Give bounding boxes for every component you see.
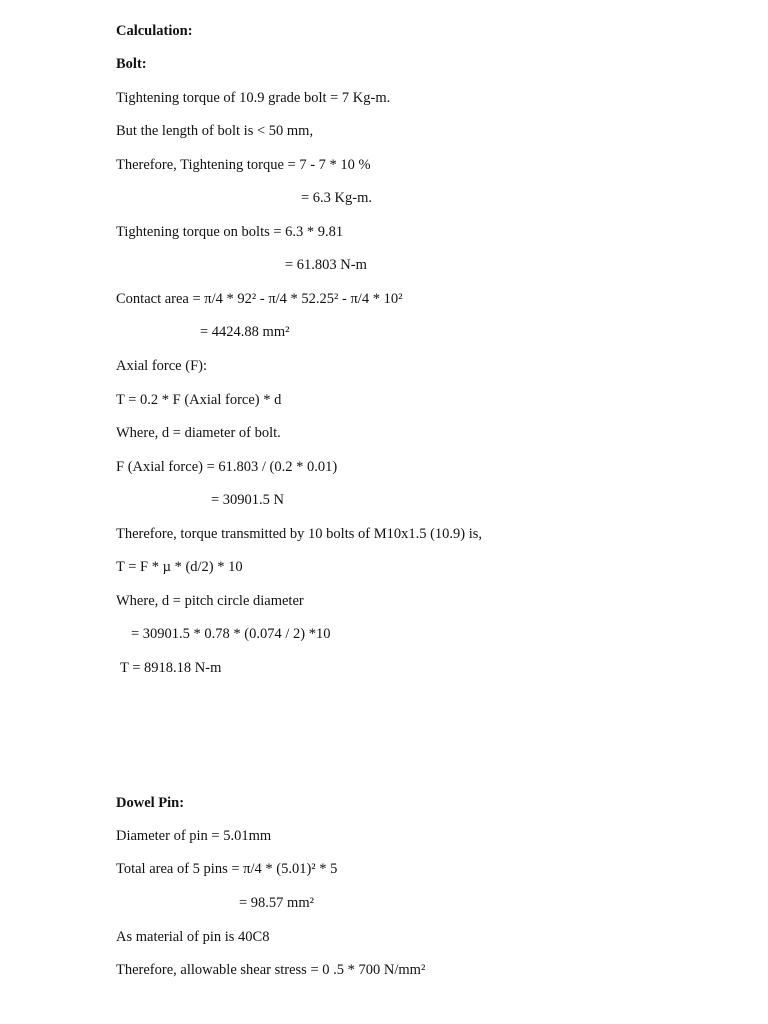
text-line: Therefore, allowable shear stress = 0 .5 * 700 N/mm²: [116, 962, 426, 978]
text-line: Where, d = pitch circle diameter: [116, 593, 304, 609]
text-line: Therefore, Tightening torque = 7 - 7 * 10 %: [116, 157, 371, 173]
text-line: T = F * µ * (d/2) * 10: [116, 559, 243, 575]
heading-calculation: Calculation:: [116, 23, 193, 39]
text-line: But the length of bolt is < 50 mm,: [116, 123, 314, 139]
text-line: = 61.803 N-m: [285, 257, 367, 273]
text-line: F (Axial force) = 61.803 / (0.2 * 0.01): [116, 459, 338, 475]
text-line: T = 0.2 * F (Axial force) * d: [116, 392, 282, 408]
text-line: = 30901.5 N: [211, 492, 285, 508]
text-line: Therefore, torque transmitted by 10 bolts of M10x1.5 (10.9) is,: [116, 526, 483, 542]
text-line: = 98.57 mm²: [239, 895, 314, 911]
text-line: Total area of 5 pins = π/4 * (5.01)² * 5: [116, 861, 338, 877]
text-line: Tightening torque of 10.9 grade bolt = 7 Kg-m.: [116, 90, 391, 106]
text-line: = 4424.88 mm²: [200, 324, 290, 340]
text-line: Axial force (F):: [116, 358, 207, 374]
text-line: Where, d = diameter of bolt.: [116, 425, 281, 441]
heading-dowel-pin: Dowel Pin:: [116, 795, 185, 811]
text-line: Tightening torque on bolts = 6.3 * 9.81: [116, 224, 344, 240]
text-line: Diameter of pin = 5.01mm: [116, 828, 272, 844]
text-line: As material of pin is 40C8: [116, 929, 270, 945]
text-line: = 30901.5 * 0.78 * (0.074 / 2) *10: [131, 626, 331, 642]
text-line: = 6.3 Kg-m.: [301, 190, 373, 206]
text-line: T = 8918.18 N-m: [120, 660, 222, 676]
heading-bolt: Bolt:: [116, 56, 147, 72]
text-line: Contact area = π/4 * 92² - π/4 * 52.25² - π/4 * 10²: [116, 291, 403, 307]
